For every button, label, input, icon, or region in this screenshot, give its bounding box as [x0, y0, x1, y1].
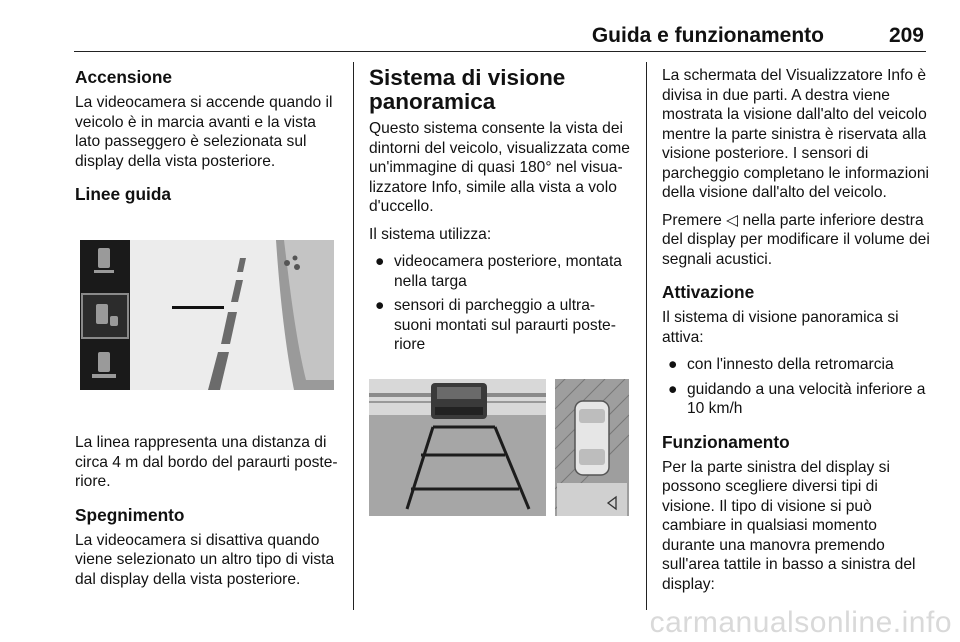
list-item-text: sensori di parcheggio a ultra- suoni montati sul paraurti poste- riore — [394, 297, 616, 353]
uses-list — [369, 252, 633, 355]
heading-attivazione: Attivazione — [662, 282, 755, 302]
paragraph-premere: Premere ◁ nella parte inferiore destra del display per modificare il volume dei segnali acustici. — [662, 211, 930, 268]
column-divider-2 — [646, 62, 647, 610]
guideline-camera-image — [80, 240, 334, 390]
list-item — [369, 296, 633, 355]
bullet-icon: ● — [668, 380, 678, 398]
watermark: carmanualsonline.info — [649, 606, 952, 639]
column-1 — [75, 66, 343, 210]
paragraph-intro: Questo sistema consente la vista dei dintorni del veicolo, visualizzata come un'immagine di quasi 180° nel visua- lizzatore Info, simile alla vista a volo d'uccello. — [369, 120, 630, 215]
panoramic-view-image — [369, 379, 629, 516]
list-item-text: con l'innesto della retromarcia — [687, 356, 894, 373]
bullet-icon: ● — [375, 297, 385, 314]
list-item-text: guidando a una velocità inferiore a 10 km/h — [687, 380, 926, 417]
list-item — [369, 252, 633, 291]
heading-accensione: Accensione — [75, 67, 173, 87]
heading-linee-guida: Linee guida — [75, 184, 172, 204]
list-item — [662, 380, 932, 419]
bullet-icon: ● — [375, 253, 385, 270]
header-rule — [74, 51, 926, 52]
paragraph-linea: La linea rappresenta una distanza di circa 4 m dal bordo del paraurti poste- riore. — [75, 434, 338, 490]
paragraph-utilizza: Il sistema utilizza: — [369, 225, 492, 243]
paragraph-accensione: La videocamera si accende quando il veicolo è in marcia avanti e la vista lato passeggero è selezionata sul display della vista posteriore. — [75, 94, 333, 170]
list-item — [662, 355, 932, 375]
bullet-icon: ● — [668, 356, 678, 373]
column-1-lower — [75, 433, 343, 597]
paragraph-attiva: Il sistema di visione panoramica si attiva: — [662, 309, 899, 346]
column-3 — [662, 66, 932, 602]
paragraph-funzionamento: Per la parte sinistra del display si possono scegliere diversi tipi di visione. Il tipo di visione si può cambiare in qualsiasi momento durante una manovra premendo sull'area tattile in basso a sinistra del display: — [662, 458, 916, 593]
activation-list — [662, 355, 932, 419]
paragraph-spegnimento: La videocamera si disattiva quando viene selezionato un altro tipo di vista dal display della vista posteriore. — [75, 531, 335, 588]
heading-spegnimento: Spegnimento — [75, 504, 185, 525]
section-title: Guida e funzionamento — [591, 24, 824, 47]
page-number: 209 — [888, 24, 924, 47]
column-2 — [369, 66, 633, 363]
paragraph-schermata: La schermata del Visualizzatore Info è divisa in due parti. A destra viene mostrata la visione dall'alto del veicolo mentre la parte sinistra è riservata alla visione posteriore. I sensori di parcheggio completano le informazioni della visione dall'alto del veicolo. — [662, 67, 929, 201]
column-divider-1 — [353, 62, 354, 610]
heading-funzionamento: Funzionamento — [662, 431, 790, 452]
list-item-text: videocamera posteriore, montata nella targa — [394, 253, 622, 290]
heading-sistema-visione: Sistema di visione panoramica — [369, 65, 566, 114]
